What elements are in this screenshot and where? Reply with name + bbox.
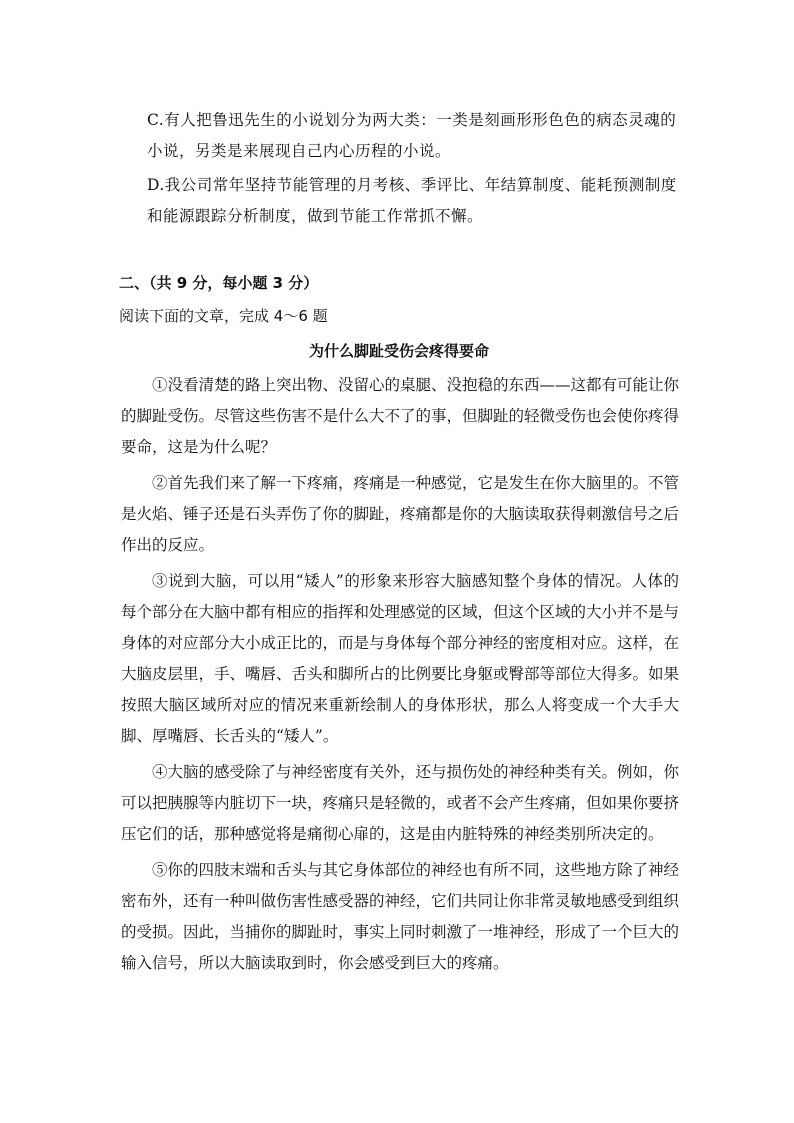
article-paragraph-5: ⑤你的四肢末端和舌头与其它身体部位的神经也有所不同，这些地方除了神经密布外，还有一种叫做伤害性感受器的神经，它们共同让你非常灵敏地感受到组织的受损。因此，当捕你的脚趾时，事实上同时刺激了一堆神经，形成了一个巨大的输入信号，所以大脑读取到时，你会感受到巨大的疼痛。 bbox=[121, 861, 680, 972]
article-paragraph-2: ②首先我们来了解一下疼痛，疼痛是一种感觉，它是发生在你大脑里的。不管是火焰、锤子还是石头弄伤了你的脚趾，疼痛都是你的大脑读取获得刺激信号之后作出的反应。 bbox=[121, 474, 680, 554]
article-paragraph-3: ③说到大脑，可以用“矮人”的形象来形容大脑感知整个身体的情况。人体的每个部分在大脑中都有相应的指挥和处理感觉的区域，但这个区域的大小并不是与身体的对应部分大小成正比的，而是与身体每个部分神经的密度相对应。这样，在大脑皮层里，手、嘴唇、舌头和脚所占的比例要比身躯或臀部等部位大得多。如果按照大脑区域所对应的情况来重新绘制人的身体形状，那么人将变成一个大手大脚、厚嘴唇、长舌头的“矮人”。 bbox=[121, 572, 680, 745]
option-d-text: D.我公司常年坚持节能管理的月考核、季评比、年结算制度、能耗预测制度和能源跟踪分析制度，做到节能工作常抓不懈。 bbox=[147, 176, 677, 225]
section-instruction: 阅读下面的文章，完成 4～6 题 bbox=[119, 307, 328, 325]
article-paragraph-4: ④大脑的感受除了与神经密度有关外，还与损伤处的神经种类有关。例如，你可以把胰腺等内脏切下一块，疼痛只是轻微的，或者不会产生疼痛，但如果你要挤压它们的话，那种感觉将是痛彻心扉的，这是由内脏特殊的神经类别所决定的。 bbox=[121, 763, 680, 843]
option-c-text: C.有人把鲁迅先生的小说划分为两大类：一类是刻画形形色色的病态灵魂的小说，另类是来展现自己内心历程的小说。 bbox=[147, 111, 677, 160]
article-paragraph-1: ①没看清楚的路上突出物、没留心的桌腿、没抱稳的东西——这都有可能让你的脚趾受伤。尽管这些伤害不是什么大不了的事，但脚趾的轻微受伤也会使你疼得要命，这是为什么呢？ bbox=[121, 376, 680, 456]
option-d bbox=[147, 170, 677, 232]
article-body bbox=[121, 370, 679, 984]
article-title: 为什么脚趾受伤会疼得要命 bbox=[308, 342, 489, 360]
section-heading: 二、（共 9 分，每小题 3 分） bbox=[119, 274, 319, 292]
option-c bbox=[147, 105, 677, 167]
